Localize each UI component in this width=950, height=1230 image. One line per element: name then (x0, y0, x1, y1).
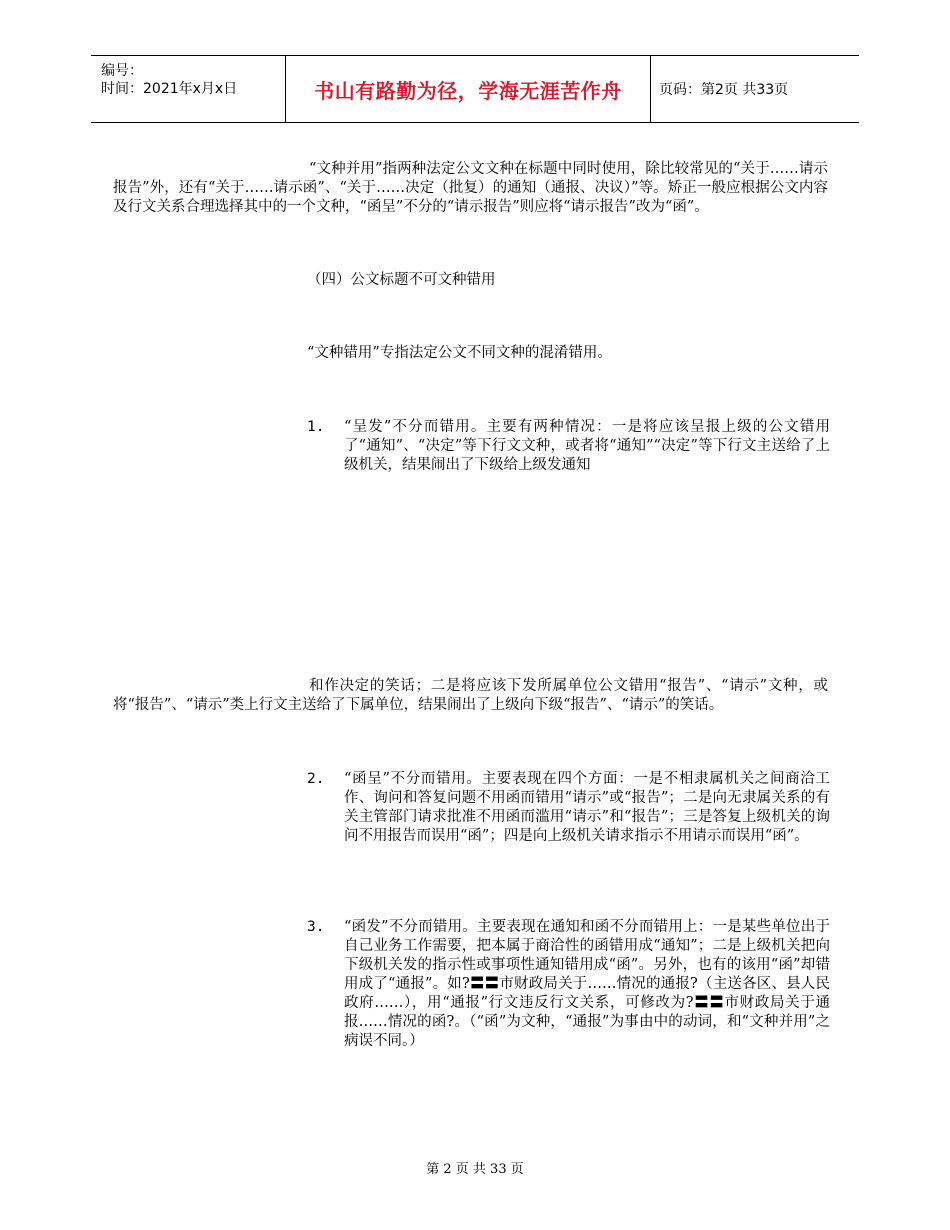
list-item-number: 1. (307, 419, 325, 435)
list-item-number: 3. (307, 919, 325, 935)
header-motto: 书山有路勤为径，学海无涯苦作舟 (314, 78, 622, 103)
list-item-number: 2. (307, 771, 325, 787)
header-motto-cell (285, 56, 651, 122)
paragraph-wenzhong-cuoyong: “文种错用”专指法定公文不同文种的混淆错用。 (307, 345, 612, 361)
paragraph-continuation: 和作决定的笑话；二是将应该下发所属单位公文错用“报告”、“请示”文种，或将“报告”、“请示”类上行文主送给了下属单位，结果闹出了上级向下级“报告”、“请示”的笑话。 (113, 678, 828, 713)
document-number-label: 编号： (101, 63, 143, 79)
list-item-text: “函发”不分而错用。主要表现在通知和函不分而错用上：一是某些单位出于自己业务工作需要，把本属于商洽性的函错用成“通知”；二是上级机关把向下级机关发的指示性或事项性通知错用成“函”。另外，也有的该用“函”却错用成了“通报”。如?〓〓市财政局关于……情况的通报?（主送各区、县人民政府……），用“通报”行文违反行文关系，可修改为?〓〓市财政局关于通报……情况的函?。（“函”为文种，“通报”为事由中的动词，和“文种并用”之病误不同。） (344, 919, 830, 1049)
page-footer: 第 2 页 共 33 页 (426, 1162, 524, 1177)
header-meta (91, 56, 285, 122)
header-page-cell (650, 56, 859, 122)
list-item-text: “呈发”不分而错用。主要有两种情况：一是将应该呈报上级的公文错用了“通知”、“决定”等下行文文种，或者将“通知”“决定”等下行文主送给了上级机关，结果闹出了下级给上级发通知 (344, 419, 830, 473)
section-heading: （四）公文标题不可文种错用 (307, 272, 496, 288)
list-item-text: “函呈”不分而错用。主要表现在四个方面：一是不相隶属机关之间商洽工作、询问和答复问题不用函而错用“请示”或“报告”；二是向无隶属关系的有关主管部门请求批准不用函而滥用“请示”和“报告”；三是答复上级机关的询问不用报告而误用“函”；四是向上级机关请求指示不用请示而误用“函”。 (344, 771, 830, 844)
page-header (91, 55, 859, 123)
document-time-label: 时间：2021年x月x日 (101, 81, 238, 97)
header-page-info: 页码：第2页 共33页 (659, 82, 789, 98)
paragraph-wenzhong-bingyong: “文种并用”指两种法定公文文种在标题中同时使用，除比较常见的“关于……请示报告”外，还有“关于……请示函”、“关于……决定（批复）的通知（通报、决议）”等。矫正一般应根据公文内容及行文关系合理选择其中的一个文种，“函呈”不分的“请示报告”则应将“请示报告”改为“函”。 (113, 161, 828, 215)
